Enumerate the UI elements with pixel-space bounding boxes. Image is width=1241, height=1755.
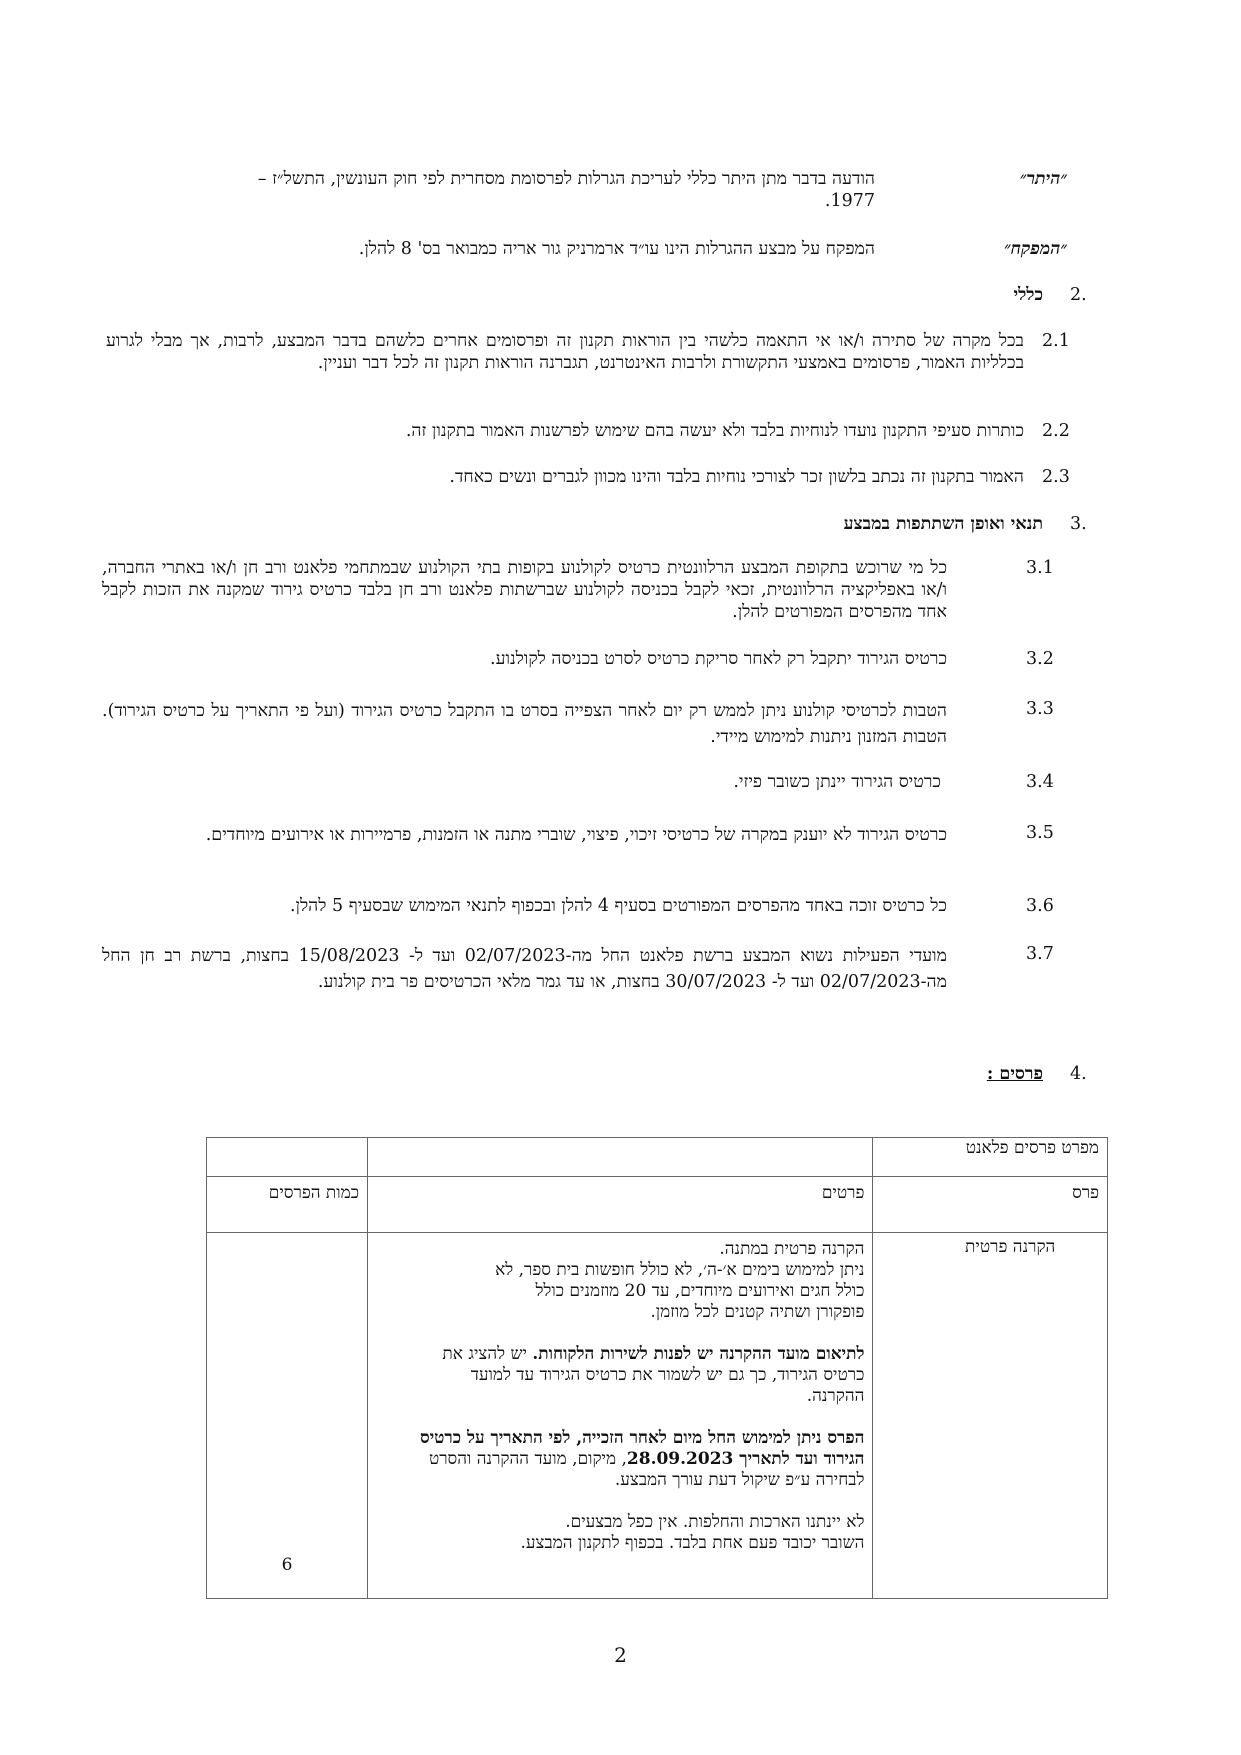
clause-3-4-text: כרטיס הגירוד יינתן כשובר פיזי. bbox=[733, 772, 941, 792]
header-details: פרטים bbox=[368, 1177, 873, 1233]
table-header-row bbox=[207, 1177, 1108, 1233]
clause-2-2-number: 2.2 bbox=[1042, 421, 1070, 441]
clause-3-4-number: 3.4 bbox=[1026, 772, 1054, 792]
definition-text-permit-line2: 1977. bbox=[824, 191, 875, 211]
section-2-title: כללי bbox=[1013, 285, 1043, 305]
header-quantity: כמות הפרסים bbox=[207, 1177, 368, 1233]
clause-3-5-text: כרטיס הגירוד לא יוענק במקרה של כרטיסי זיכוי, פיצוי, שוברי מתנה או הזמנות, פרמיירות או אירועים מיוחדים. bbox=[205, 825, 947, 845]
clause-2-1-number: 2.1 bbox=[1042, 331, 1070, 351]
clause-3-6-text: כל כרטיס זוכה באחד מהפרסים המפורטים בסעיף 4 להלן ובכפוף לתנאי המימוש שבסעיף 5 להלן. bbox=[289, 896, 947, 916]
section-2-number: 2. bbox=[1070, 285, 1087, 305]
details-paragraph-4: לא יינתנו הארכות והחלפות. אין כפל מבצעים. השובר יכובד פעם אחת בלבד. בכפוף לתקנון המבצע. bbox=[520, 1512, 865, 1553]
cell-prize: הקרנה פרטית bbox=[873, 1233, 1108, 1599]
clause-3-5-number: 3.5 bbox=[1026, 823, 1054, 843]
clause-3-2-number: 3.2 bbox=[1026, 649, 1054, 669]
definition-term-supervisor: ״המפקח״ bbox=[1004, 239, 1067, 259]
header-prize: פרס bbox=[873, 1177, 1108, 1233]
table-caption-row bbox=[207, 1138, 1108, 1177]
clause-2-3-text: האמור בתקנון זה נכתב בלשון זכר לצורכי נוחיות בלבד והינו מכוון לגברים ונשים כאחד. bbox=[449, 467, 1024, 487]
section-4-number: 4. bbox=[1070, 1064, 1087, 1084]
clause-3-7-number: 3.7 bbox=[1026, 944, 1054, 964]
section-4-title: פרסים : bbox=[986, 1064, 1043, 1084]
definition-term-permit: ״היתר״ bbox=[1019, 169, 1067, 189]
definition-text-permit: הודעה בדבר מתן היתר כללי לעריכת הגרלות לפרסומת מסחרית לפי חוק העונשין, התשל״ז – bbox=[257, 169, 875, 189]
definition-text-supervisor: המפקח על מבצע ההגרלות הינו עו״ד ארמרניק גור אריה כמבואר בס' 8 להלן. bbox=[358, 239, 875, 259]
details-paragraph-2: לתיאום מועד ההקרנה יש לפנות לשירות הלקוחות. יש להציג את כרטיס הגירוד, כך גם יש לשמור את כרטיס הגירוד עד למועד ההקרנה. bbox=[442, 1344, 865, 1406]
table-caption-empty-cell bbox=[368, 1138, 873, 1177]
table-caption-cell: מפרט פרסים פלאנט bbox=[873, 1138, 1108, 1177]
cell-details bbox=[368, 1233, 873, 1599]
clause-3-1-text: כל מי שרוכש בתקופת המבצע הרלוונטית כרטיס לקולנוע בקופות בתי הקולנוע שבמתחמי פלאנט ורב חן ו/או באתרי החברה, ו/או באפליקציה הרלוונטית, זכאי לקבל בכניסה לקולנוע שברשתות פלאנט ורב חן בלבד כרטיס גירוד שמקנה את הזכות לקבל אחד מהפרסים המפורטים להלן. bbox=[102, 558, 947, 622]
clause-3-2-text: כרטיס הגירוד יתקבל רק לאחר סריקת כרטיס לסרט בכניסה לקולנוע. bbox=[490, 649, 947, 669]
section-3-title: תנאי ואופן השתתפות במבצע bbox=[843, 514, 1043, 534]
page-number: 2 bbox=[614, 1643, 627, 1667]
details-paragraph-3: הפרס ניתן למימוש החל מיום לאחר הזכייה, לפי התאריך על כרטיס הגירוד ועד לתאריך 28.09.2023, מיקום, מועד ההקרנה והסרט לבחירה ע״פ שיקול דעת עורך המבצע. bbox=[420, 1428, 865, 1490]
cell-quantity: 6 bbox=[207, 1233, 368, 1599]
clause-2-1-text: בכל מקרה של סתירה ו/או אי התאמה כלשהי בין הוראות תקנון זה ופרסומים אחרים כלשהם בדבר המבצע, לרבות, אך מבלי לגרוע בכלליות האמור, פרסומים באמצעי התקשורת ולרבות האינטרנט, תגברנה הוראות תקנון זה לכל דבר ועניין. bbox=[106, 331, 1024, 373]
table-caption-empty-cell bbox=[207, 1138, 368, 1177]
clause-2-2-text: כותרות סעיפי התקנון נועדו לנוחיות בלבד ולא יעשה בהם שימוש לפרשנות האמור בתקנון זה. bbox=[405, 421, 1024, 441]
clause-3-3-number: 3.3 bbox=[1026, 699, 1054, 719]
clause-3-7-text: מועדי הפעילות נשוא המבצע ברשת פלאנט החל מה-02/07/2023 ועד ל- 15/08/2023 בחצות, ברשת רב חן החל מה-02/07/2023 ועד ל- 30/07/2023 בחצות, או עד גמר מלאי הכרטיסים פר בית קולנוע. bbox=[102, 946, 947, 992]
clause-3-1-number: 3.1 bbox=[1026, 558, 1054, 578]
clause-3-6-number: 3.6 bbox=[1026, 896, 1054, 916]
clause-3-3-text: הטבות לכרטיסי קולנוע ניתן לממש רק יום לאחר הצפייה בסרט בו התקבל כרטיס הגירוד (ועל פי התאריך על כרטיס הגירוד). הטבות המזנון ניתנות למימוש מיידי. bbox=[102, 701, 947, 747]
table-row bbox=[207, 1233, 1108, 1599]
prizes-table bbox=[206, 1137, 1108, 1599]
section-3-number: 3. bbox=[1070, 514, 1087, 534]
clause-2-3-number: 2.3 bbox=[1042, 467, 1070, 487]
details-paragraph-1: הקרנה פרטית במתנה. ניתן למימוש בימים א׳-ה׳, לא כולל חופשות בית ספר, לא כולל חגים ואירועים מיוחדים, עד 20 מוזמנים כולל פופקורן ושתיה קטנים לכל מוזמן. bbox=[495, 1239, 865, 1322]
